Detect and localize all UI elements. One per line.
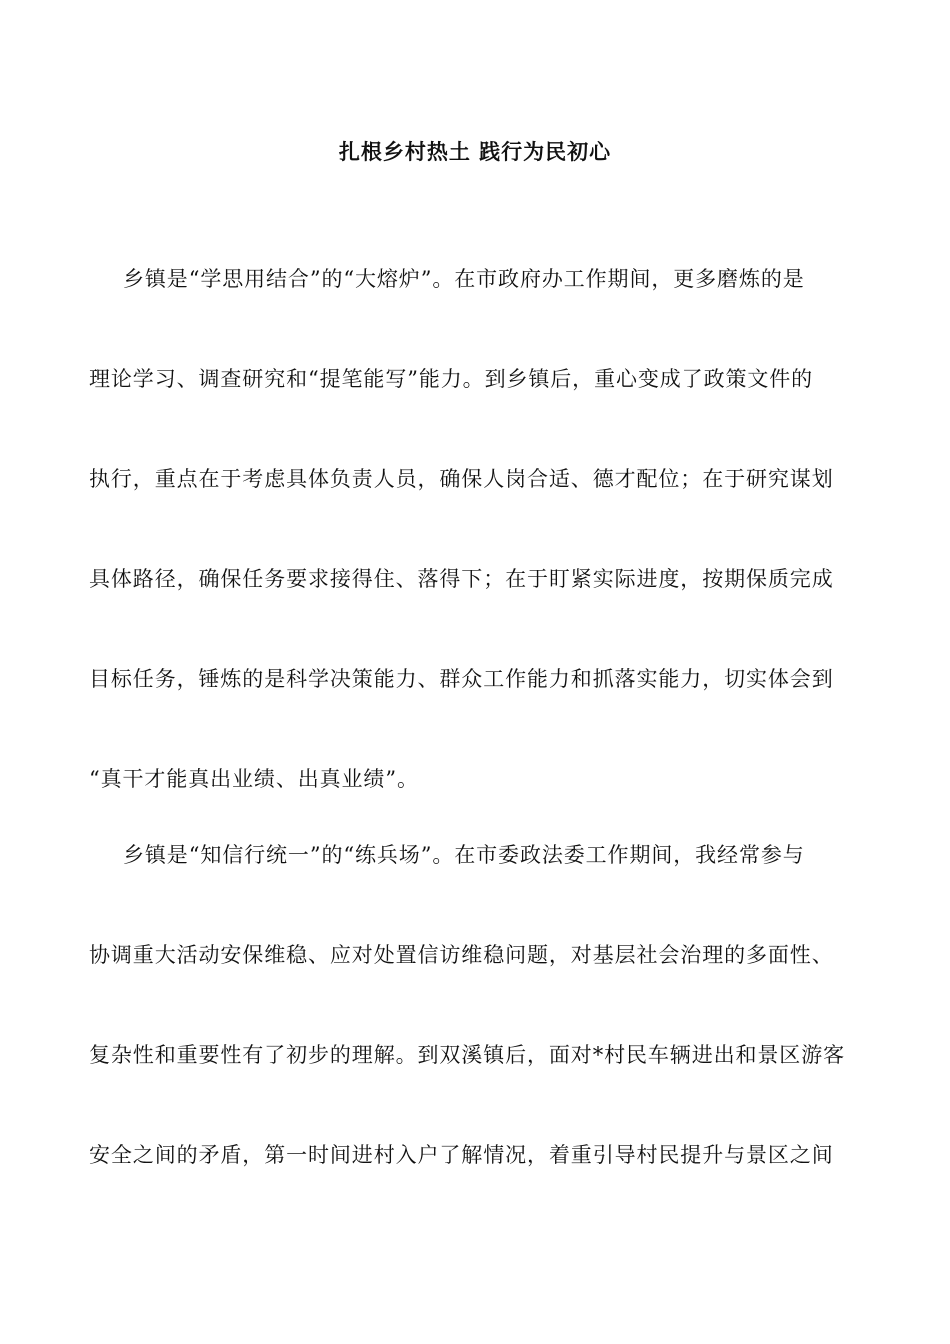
paragraph-2-line-4: 安全之间的矛盾，第一时间进村入户了解情况，着重引导村民提升与景区之间 [89, 1143, 834, 1167]
paragraph-1-line-5: 目标任务，锤炼的是科学决策能力、群众工作能力和抓落实能力，切实体会到 [89, 667, 834, 691]
paragraph-1-line-3: 执行，重点在于考虑具体负责人员，确保人岗合适、德才配位；在于研究谋划 [89, 467, 834, 491]
paragraph-2-line-2: 协调重大活动安保维稳、应对处置信访维稳问题，对基层社会治理的多面性、 [89, 943, 834, 967]
paragraph-1-line-6: “真干才能真出业绩、出真业绩”。 [89, 767, 419, 791]
paragraph-2-line-1: 乡镇是“知信行统一”的“练兵场”。在市委政法委工作期间，我经常参与 [123, 843, 805, 867]
paragraph-1-line-4: 具体路径，确保任务要求接得住、落得下；在于盯紧实际进度，按期保质完成 [89, 567, 834, 591]
paragraph-1-line-1: 乡镇是“学思用结合”的“大熔炉”。在市政府办工作期间，更多磨炼的是 [123, 267, 805, 291]
paragraph-2-line-3: 复杂性和重要性有了初步的理解。到双溪镇后，面对*村民车辆进出和景区游客 [89, 1043, 845, 1067]
document-title: 扎根乡村热土 践行为民初心 [338, 139, 612, 164]
paragraph-1-line-2: 理论学习、调查研究和“提笔能写”能力。到乡镇后，重心变成了政策文件的 [89, 367, 814, 391]
